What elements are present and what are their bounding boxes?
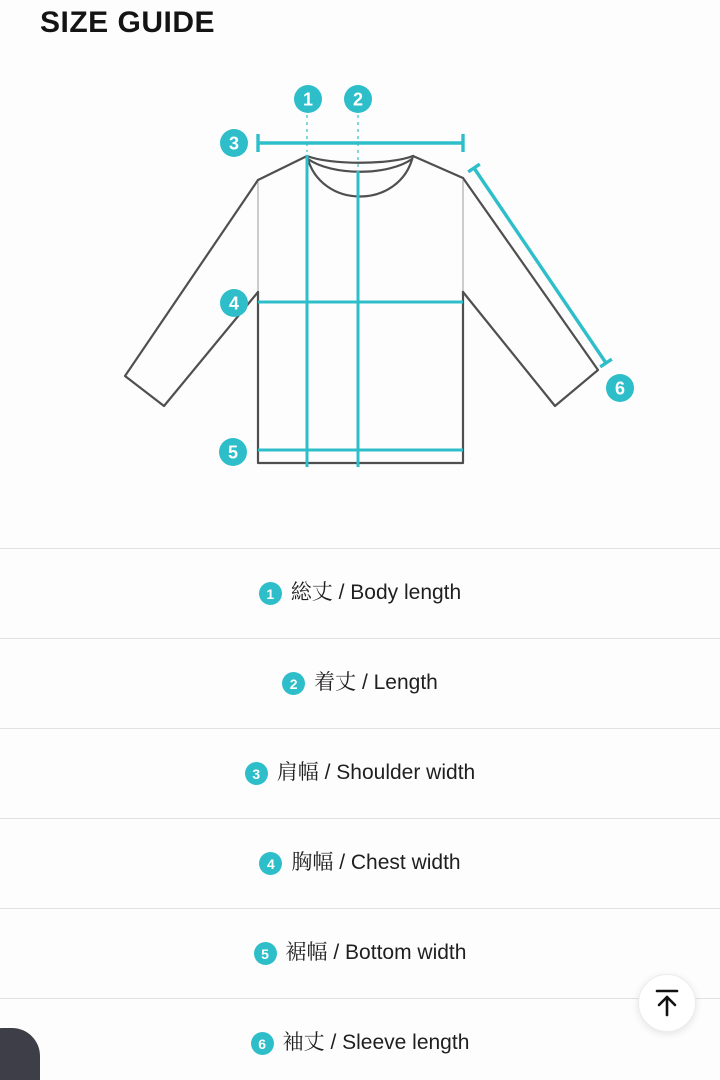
shirt-outline: [125, 156, 598, 463]
row-number-badge: 1: [259, 582, 282, 605]
legend-row-chest-width: [0, 818, 720, 908]
legend-row-shoulder-width: [0, 728, 720, 818]
row-number-badge: 4: [259, 852, 282, 875]
marker-4: [220, 289, 248, 317]
marker-6: [606, 374, 634, 402]
row-number-badge: 2: [282, 672, 305, 695]
row-number-badge: 6: [251, 1032, 274, 1055]
legend-row-sleeve-length: [0, 998, 720, 1080]
legend-row-length: [0, 638, 720, 728]
row-label: 着丈 / Length: [314, 671, 438, 694]
marker-2: [344, 85, 372, 113]
measurement-legend: [0, 548, 720, 1080]
svg-text:1: 1: [302, 89, 314, 110]
row-number-badge: 5: [254, 942, 277, 965]
marker-5: [219, 438, 247, 466]
svg-text:3: 3: [228, 133, 240, 154]
legend-row-body-length: [0, 548, 720, 638]
row-label: 肩幅 / Shoulder width: [276, 761, 476, 784]
arrow-up-to-top-icon: [653, 987, 681, 1019]
scroll-to-top-button[interactable]: [638, 974, 696, 1032]
svg-text:6: 6: [614, 378, 626, 399]
row-label: 総丈 / Body length: [290, 581, 462, 604]
page-title: SIZE GUIDE: [40, 6, 216, 39]
svg-text:2: 2: [352, 89, 364, 110]
row-number-badge: 3: [245, 762, 268, 785]
marker-1: [294, 85, 322, 113]
legend-row-bottom-width: [0, 908, 720, 998]
row-label: 裾幅 / Bottom width: [285, 941, 467, 964]
row-label: 袖丈 / Sleeve length: [282, 1031, 470, 1054]
marker-3: [220, 129, 248, 157]
row-label: 胸幅 / Chest width: [291, 851, 461, 874]
svg-text:5: 5: [227, 442, 239, 463]
svg-text:4: 4: [228, 293, 240, 314]
